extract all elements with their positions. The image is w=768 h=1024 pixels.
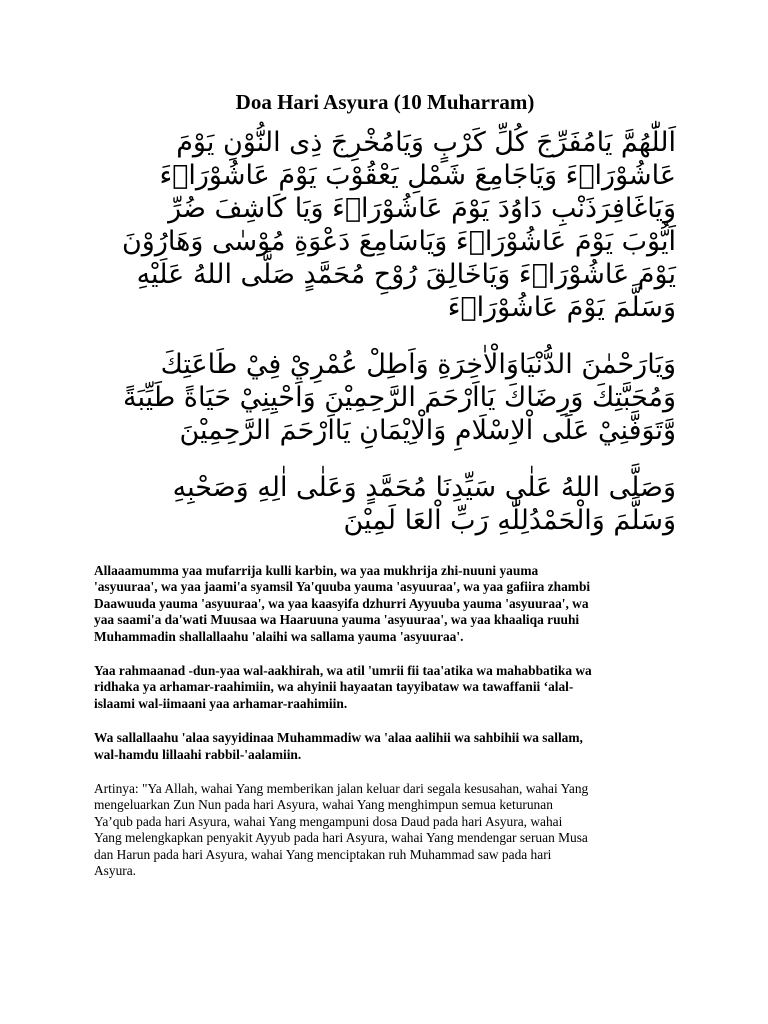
transliteration-line: Daawuuda yauma 'asyuuraa', wa yaa kaasyifa dzhurri Ayyuuba yauma 'asyuuraa', wa bbox=[94, 595, 589, 611]
transliteration-line: wal-hamdu lillaahi rabbil-'aalamiin. bbox=[94, 746, 302, 762]
arabic-paragraph-1 bbox=[94, 126, 676, 324]
translation-line: Ya’qub pada hari Asyura, wahai Yang mengampuni dosa Daud pada hari Asyura, wahai bbox=[94, 813, 563, 829]
transliteration-line: 'asyuuraa', wa yaa jaami'a syamsil Ya'quuba yauma 'asyuuraa', wa yaa gafiira zhambi bbox=[94, 579, 591, 595]
arabic-paragraph-2 bbox=[94, 348, 676, 447]
document-title: Doa Hari Asyura (10 Muharram) bbox=[235, 90, 535, 114]
translation-paragraph bbox=[94, 781, 676, 879]
arabic-line: وَمُحَبَّتِكَ وَرِضَاكَ يَااَرْحَمَ الرَّحِمِيْنَ وَاَحْيِنِيْ حَيَاةً طَيِّبَةً bbox=[122, 382, 676, 413]
arabic-line: وَصَلَّى اللهُ عَلٰى سَيِّدِنَا مُحَمَّدٍ وَعَلٰى اٰلِهِ وَصَحْبِهِ bbox=[172, 472, 676, 503]
arabic-line: وَسَلَّمَ وَالْحَمْدُلِلّٰهِ رَبِّ اْلعَا لَمِيْنَ bbox=[343, 505, 676, 536]
transliteration-line: ridhaka ya arhamar-raahimiin, wa ahyinii hayaatan tayyibataw wa tawaffanii ‘alal- bbox=[94, 679, 574, 695]
arabic-line: اَللّٰهُمَّ يَامُفَرِّجَ كُلِّ كَرْبٍ وَيَامُخْرِجَ ذِى النُّوْنِ يَوْمَ bbox=[176, 127, 676, 158]
transliteration-line: Muhammadin shallallaahu 'alaihi wa sallama yauma 'asyuuraa'. bbox=[94, 628, 464, 644]
translation-line: Artinya: "Ya Allah, wahai Yang memberikan jalan keluar dari segala kesusahan, wahai Yang bbox=[94, 781, 589, 797]
arabic-line: وَيَارَحْمٰنَ الدُّنْيَاوَالْاٰخِرَةِ وَاَطِلْ عُمْرِيْ فِيْ طَاعَتِكَ bbox=[160, 349, 676, 380]
translation-line: Yang melengkapkan penyakit Ayyub pada hari Asyura, wahai Yang mendengar seruan Musa bbox=[94, 830, 588, 846]
arabic-line: اَيُّوْبَ يَوْمَ عَاشُوْرَاۤءَ وَيَاسَامِعَ دَعْوَةِ مُوْسٰى وَهَارُوْنَ bbox=[121, 226, 676, 257]
translation-line: mengeluarkan Zun Nun pada hari Asyura, wahai Yang menghimpun semua keturunan bbox=[94, 797, 553, 813]
document-page bbox=[94, 88, 676, 880]
transliteration-paragraph-3 bbox=[94, 730, 676, 763]
transliteration-line: yaa saami'a da'wati Muusaa wa Haaruuna yauma 'asyuuraa', wa yaa khaaliqa ruuhi bbox=[94, 612, 580, 628]
arabic-paragraph-3 bbox=[94, 471, 676, 537]
transliteration-paragraph-1 bbox=[94, 563, 676, 645]
arabic-line: وَّتَوَفَّنِيْ عَلَى اْلاِسْلَامِ وَالْاِيْمَانِ يَااَرْحَمَ الرَّحِمِيْنَ bbox=[179, 415, 676, 446]
transliteration-line: Allaaamumma yaa mufarrija kulli karbin, wa yaa mukhrija zhi-nuuni yauma bbox=[94, 563, 539, 578]
translation-line: dan Harun pada hari Asyura, wahai Yang menciptakan ruh Muhammad saw pada hari bbox=[94, 846, 552, 862]
translation-line: Asyura. bbox=[94, 863, 137, 879]
transliteration-line: islaami wal-iimaani yaa arhamar-raahimiin. bbox=[94, 695, 348, 711]
transliteration-paragraph-2 bbox=[94, 663, 676, 712]
arabic-line: وَيَاغَافِرَذَنْبِ دَاوُدَ يَوْمَ عَاشُوْرَاۤءَ وَيَا كَاشِفَ ضُرِّ bbox=[168, 193, 676, 224]
transliteration-line: Yaa rahmaanad -dun-yaa wal-aakhirah, wa atil 'umrii fii taa'atika wa mahabbatika wa bbox=[94, 663, 592, 679]
arabic-line: يَوْمَ عَاشُوْرَاۤءَ وَيَاخَالِقَ رُوْحِ مُحَمَّدٍ صَلَّى اللهُ عَلَيْهِ bbox=[136, 259, 676, 290]
arabic-line: عَاشُوْرَاۤءَ وَيَاجَامِعَ شَمْلِ يَعْقُوْبَ يَوْمَ عَاشُوْرَاۤءَ bbox=[159, 160, 676, 191]
arabic-line: وَسَلَّمَ يَوْمَ عَاشُوْرَاۤءَ bbox=[447, 292, 676, 323]
transliteration-line: Wa sallallaahu 'alaa sayyidinaa Muhammadiw wa 'alaa aalihii wa sahbihii wa sallam, bbox=[94, 730, 583, 746]
